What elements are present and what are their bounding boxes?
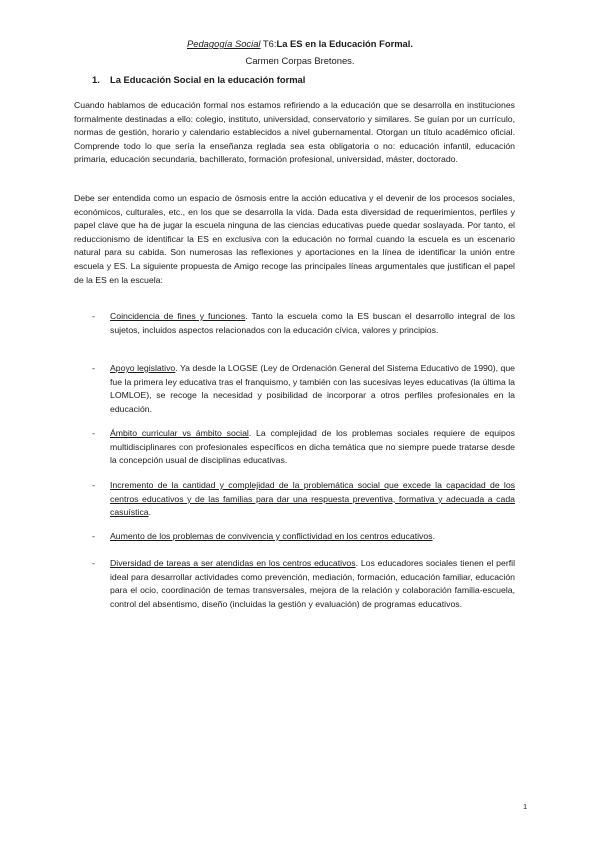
list-item-heading: Aumento de los problemas de convivencia y conflictividad en los centros educativos (110, 531, 433, 541)
list-item-text (110, 310, 515, 337)
bullet-dash: - (92, 531, 95, 541)
list-item-text (110, 530, 515, 544)
list-item-heading: Diversidad de tareas a ser atendidas en los centros educativos (110, 558, 356, 568)
list-item-heading: Incremento de la cantidad y complejidad de la problemática social que excede la capacidad de los centros educativos y de las familias para dar una respuesta preventiva, formativa y adecuada a cada casuística (110, 480, 515, 518)
list-item-heading: Apoyo legislativo (110, 363, 176, 373)
list-item-text (110, 557, 515, 611)
author-name: Carmen Corpas Bretones. (245, 55, 355, 66)
list-item-body: . Tanto la escuela como la ES buscan el desarrollo integral de los sujetos, incluidos aspectos relacionados con la educación cívica, valores y principios. (110, 311, 515, 335)
list-item-body: . (148, 507, 152, 518)
subject-name: Pedagogía Social (187, 38, 261, 49)
section-heading (92, 74, 305, 86)
list-item-body: . (432, 531, 436, 541)
list-item-body: . Los educadores sociales tienen el perfil ideal para desarrollar actividades como prevención, mediación, formación, educación familiar, educación para el ocio, coordinación de temas transversales, mejora de la relación y colaboración familia-escuela, control del absentismo, diseño (incluidas la gestión y evaluación) de programas educativos. (110, 558, 515, 609)
document-header (0, 38, 600, 50)
list-item-body: . La complejidad de los problemas sociales requiere de equipos multidisciplinares con profesionales específicos en dicha temática que no siempre puede tratarse desde la concepción usual de disciplinas educativas. (110, 428, 515, 466)
topic-code: T6: (260, 38, 277, 49)
bullet-dash: - (92, 311, 95, 321)
list-item (92, 310, 515, 337)
list-item (92, 427, 515, 468)
list-item-heading: Coincidencia de fines y funciones (110, 311, 246, 321)
list-item (92, 362, 515, 416)
section-number: 1. (92, 74, 100, 85)
bullet-dash: - (92, 558, 95, 568)
section-title: La Educación Social en la educación formal (110, 74, 306, 85)
bullet-dash: - (92, 428, 95, 438)
list-item (92, 479, 515, 520)
list-item-text (110, 427, 515, 468)
bullet-dash: - (92, 363, 95, 373)
list-item (92, 530, 515, 544)
list-item-text (110, 479, 515, 520)
list-item (92, 557, 515, 611)
list-item-body: . Ya desde la LOGSE (Ley de Ordenación General del Sistema Educativo de 1990), que fue la primera ley educativa tras el franquismo, y también con las sucesivas leyes educativas (la última la LOMLOE), se recoge la necesidad y posibilidad de incorporar a otros perfiles profesionales en la educación. (110, 363, 515, 414)
paragraph: Cuando hablamos de educación formal nos estamos refiriendo a la educación que se desarrolla en instituciones formalmente destinadas a ello: colegio, instituto, universidad, conservatorio y similares. Se guían por un currículo, normas de gestión, horario y calendario establecidos a nivel gubernamental. Otorgan un título académico oficial. Comprende todo lo que sería la enseñanza reglada sea esta obligatoria o no: educación infantil, educación primaria, educación secundaria, bachillerato, formación profesional, universidad, máster, doctorado. (74, 100, 515, 165)
bullet-dash: - (92, 480, 95, 490)
page-number: 1 (523, 802, 528, 811)
paragraph: Debe ser entendida como un espacio de ósmosis entre la acción educativa y el devenir de los procesos sociales, económicos, culturales, etc., en los que se desarrolla la vida. Dada esta diversidad de requerimientos, perfiles y papel clave que ha de jugar la escuela ninguna de las ciencias educativas puede quedar soslayada. Por tanto, el reduccionismo de identificar la ES en exclusiva con la educación no formal cuando la escuela es un escenario natural para su cabida. Son numerosas las reflexiones y aportaciones en la línea de identificar la unión entre escuela y ES. La siguiente propuesta de Amigo recoge las principales líneas argumentales que justifican el papel de la ES en la escuela: (74, 193, 515, 285)
document-title: La ES en la Educación Formal. (276, 38, 413, 49)
list-item-heading: Ámbito curricular vs ámbito social (110, 428, 249, 438)
list-item-text (110, 362, 515, 416)
